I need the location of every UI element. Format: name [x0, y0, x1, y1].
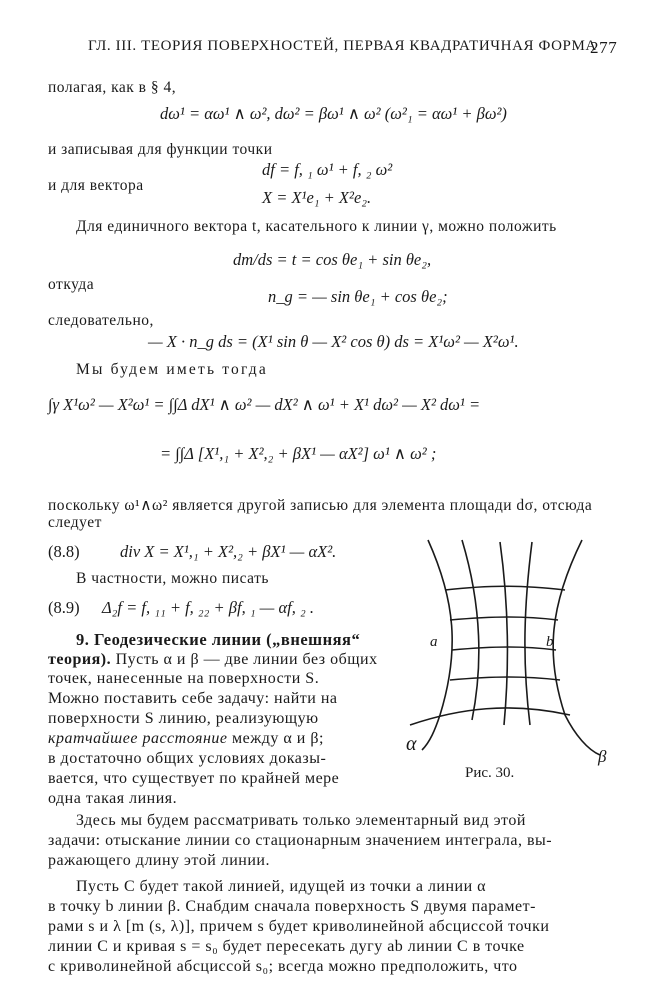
text-line: полагая, как в § 4,: [48, 79, 177, 96]
text-line: В частности, можно писать: [76, 570, 269, 587]
page-number: 277: [590, 38, 618, 57]
figure-30-diagram: [400, 530, 640, 780]
curve-beta: [553, 540, 600, 755]
text-line: задачи: отыскание линии со стационарным значением интеграла, вы-: [48, 832, 553, 849]
text-line: в точку b линии β. Снабдим сначала поверхность S двумя парамет-: [48, 898, 536, 915]
section-heading-cont: теория).: [48, 651, 112, 668]
equation: n_g = — sin θe₁ + cos θe₂;: [268, 287, 448, 306]
equation-number: (8.9): [48, 598, 80, 617]
text-line: следовательно,: [48, 312, 154, 329]
grid-curve: [500, 542, 507, 725]
equation-number: (8.8): [48, 542, 80, 561]
equation: dm/ds = t = cos θe₁ + sin θe₂,: [233, 250, 432, 269]
text-line: Здесь мы будем рассматривать только элементарный вид этой: [76, 812, 526, 829]
text-line: поверхности S линию, реализующую: [48, 710, 319, 727]
section-heading: 9. Геодезические линии („внешняя“: [76, 630, 361, 649]
text-line: линии C и кривая s = s₀ будет пересекать дугу ab линии C в точке: [48, 938, 525, 955]
text-line: Пусть C будет такой линией, идущей из точки a линии α: [76, 878, 487, 895]
text-line: откуда: [48, 276, 95, 293]
running-header: ГЛ. III. ТЕОРИЯ ПОВЕРХНОСТЕЙ, ПЕРВАЯ КВАДРАТИЧНАЯ ФОРМА: [88, 38, 597, 54]
equation: Δ₂f = f, ₁₁ + f, ₂₂ + βf, ₁ — αf, ₂ .: [102, 598, 314, 617]
grid-curve: [452, 647, 556, 650]
text-line: одна такая линия.: [48, 790, 178, 807]
text-line: вается, что существует по крайней мере: [48, 770, 340, 787]
equation: df = f, ₁ ω¹ + f, ₂ ω²: [262, 160, 393, 179]
figure-label-beta: β: [598, 747, 607, 766]
text-line: точек, нанесенные на поверхности S.: [48, 670, 320, 687]
italic-phrase: кратчайшее расстояние: [48, 730, 228, 747]
grid-curve: [410, 708, 570, 725]
text-line: Можно поставить себе задачу: найти на: [48, 690, 338, 707]
text-line: и для вектора: [48, 177, 144, 194]
equation: div X = X¹,₁ + X²,₂ + βX¹ — αX².: [120, 542, 337, 561]
text-line: между α и β;: [231, 730, 324, 747]
equation: — X · n_g ds = (X¹ sin θ — X² cos θ) ds = X¹ω² — X²ω¹.: [148, 332, 519, 351]
equation: ∫γ X¹ω² — X²ω¹ = ∫∫Δ dX¹ ∧ ω² — dX² ∧ ω¹ + X¹ dω² — X² dω¹ =: [48, 395, 481, 414]
figure-label-b: b: [546, 634, 554, 650]
text-line: Для единичного вектора t, касательного к линии γ, можно положить: [76, 218, 557, 235]
text-line: поскольку ω¹∧ω² является другой записью для элемента площади dσ, отсюда: [48, 497, 593, 514]
grid-curve: [462, 540, 479, 720]
text-line: с криволинейной абсциссой s₀; всегда можно предположить, что: [48, 958, 518, 975]
equation: X = X¹e₁ + X²e₂.: [262, 188, 372, 207]
figure-caption: Рис. 30.: [465, 765, 515, 781]
text-line: следует: [48, 514, 102, 531]
figure-label-alpha: α: [406, 733, 417, 755]
text-line: и записывая для функции точки: [48, 141, 273, 158]
text-line: Мы будем иметь тогда: [76, 361, 268, 378]
figure-label-a: a: [430, 634, 438, 650]
grid-curve: [525, 542, 532, 725]
text-line: рами s и λ [m (s, λ)], причем s будет криволинейной абсциссой точки: [48, 918, 550, 935]
grid-curve: [450, 677, 560, 680]
text-line: ражающего длину этой линии.: [48, 852, 270, 869]
text-line: в достаточно общих условиях доказы-: [48, 750, 327, 767]
text-line: Пусть α и β — две линии без общих: [115, 651, 378, 668]
grid-curve: [450, 617, 558, 620]
equation: dω¹ = αω¹ ∧ ω², dω² = βω¹ ∧ ω² (ω²₁ = αω¹ + βω²): [160, 104, 507, 123]
equation: = ∫∫Δ [X¹,₁ + X²,₂ + βX¹ — αX²] ω¹ ∧ ω² ;: [160, 444, 437, 463]
